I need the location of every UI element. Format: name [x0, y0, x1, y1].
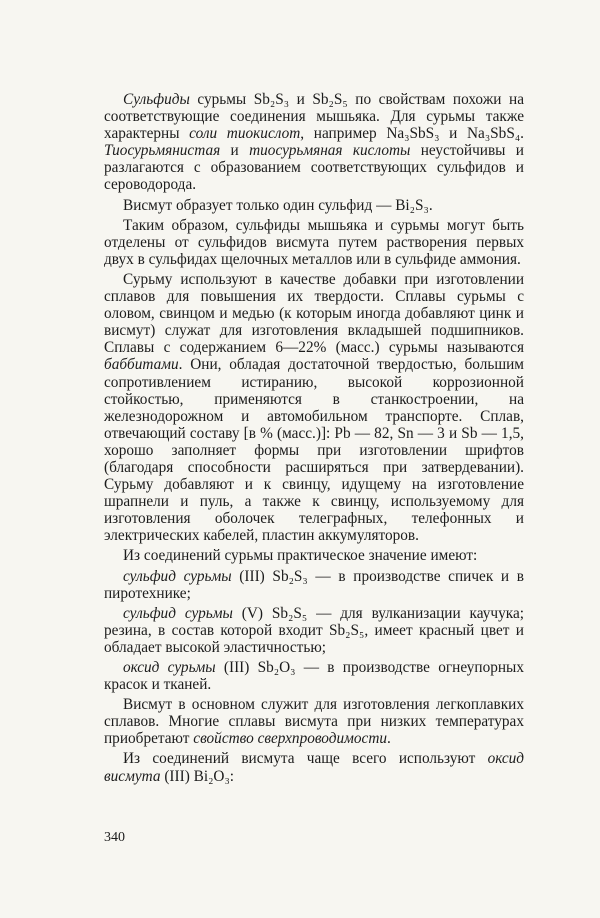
text-run: (III) Sb₂O₃ — в производстве огнеупорных красок и тканей. [104, 659, 524, 694]
text-run: Висмут в основном служит для изготовления легкоплавких сплавов. Многие сплавы висмута при низких температурах приобретают [104, 696, 524, 748]
italic-term: свойство сверхпроводимости [193, 730, 388, 748]
text-run: Висмут образует только один сульфид — Bi₂S₃. [123, 196, 433, 214]
italic-term: соли тиокислот [189, 125, 301, 143]
italic-term: баббитами [104, 356, 179, 374]
text-run: Из соединений сурьмы практическое значение имеют: [123, 547, 478, 565]
paragraph [104, 568, 524, 602]
paragraph [104, 605, 524, 656]
text-run: , например Na₃SbS₃ и Na₃SbS₄. [300, 125, 524, 143]
paragraph [104, 197, 524, 214]
page-number: 340 [104, 830, 125, 845]
text-run: (III) Sb₂S₃ — в производстве спичек и в пиротехнике; [104, 567, 524, 602]
text-run: Таким образом, сульфиды мышьяка и сурьмы могут быть отделены от сульфидов висмута путем растворения первых двух в сульфидах щелочных металлов или в сульфиде аммония. [104, 216, 524, 268]
text-run: (III) Bi₂O₃: [160, 767, 235, 785]
italic-term: тиосурьмяная кислоты [249, 142, 411, 160]
body-text [104, 91, 524, 788]
italic-term: сульфид сурьмы [123, 604, 233, 622]
paragraph [104, 91, 524, 194]
paragraph [104, 696, 524, 747]
italic-term: Тиосурьмянистая [104, 142, 221, 160]
text-run: неустойчивы и разлагаются с образованием соответствующих сульфидов и сероводорода. [104, 142, 524, 194]
italic-term: оксид сурьмы [123, 659, 216, 676]
text-run: Сурьму используют в качестве добавки при изготовлении сплавов для повышения их твердости. Сплавы сурьмы с оловом, свинцом и медью (к которым иногда добавляют цинк и висмут) служат для изготовления вкладышей подшипников. Сплавы с содержанием 6—22% (масс.) сурьмы называются [104, 270, 524, 357]
paragraph [104, 217, 524, 268]
paragraph [104, 750, 524, 784]
text-run: . Они, обладая достаточной твердостью, большим сопротивлением истиранию, высокой коррозионной стойкостью, применяются в станкостроении, на железнодорожном и автомобильном транспорте. Сплав, отвечающий составу [в % (масс.)]: Pb — 82, Sn — 3 и Sb — 1,5, хорошо заполняет формы при изготовлении шрифтов (благодаря способности расширяться при затвердевании). Сурьму добавляют и к свинцу, идущему на изготовление шрапнели и пуль, а также к свинцу, используемому для изготовления оболочек телеграфных, телефонных и электрических кабелей, пластин аккумуляторов. [104, 356, 524, 545]
paragraph [104, 271, 524, 545]
text-run: сурьмы Sb₂S₃ и Sb₂S₅ по свойствам похожи на соответствующие соединения мышьяка. Для сурьмы также характерны [104, 91, 524, 143]
paragraph [104, 659, 524, 693]
italic-term: оксид висмута [104, 750, 524, 785]
text-run: . [387, 730, 391, 748]
text-run: (V) Sb₂S₅ — для вулканизации каучука; резина, в состав которой входит Sb₂S₅, имеет красный цвет и обладает высокой эластичностью; [104, 604, 524, 656]
italic-term: сульфид сурьмы [123, 567, 232, 585]
paragraph [104, 547, 524, 564]
text-run: Из соединений висмута чаще всего используют [123, 750, 488, 768]
text-run: и [220, 142, 250, 160]
italic-term: Сульфиды [123, 91, 190, 108]
